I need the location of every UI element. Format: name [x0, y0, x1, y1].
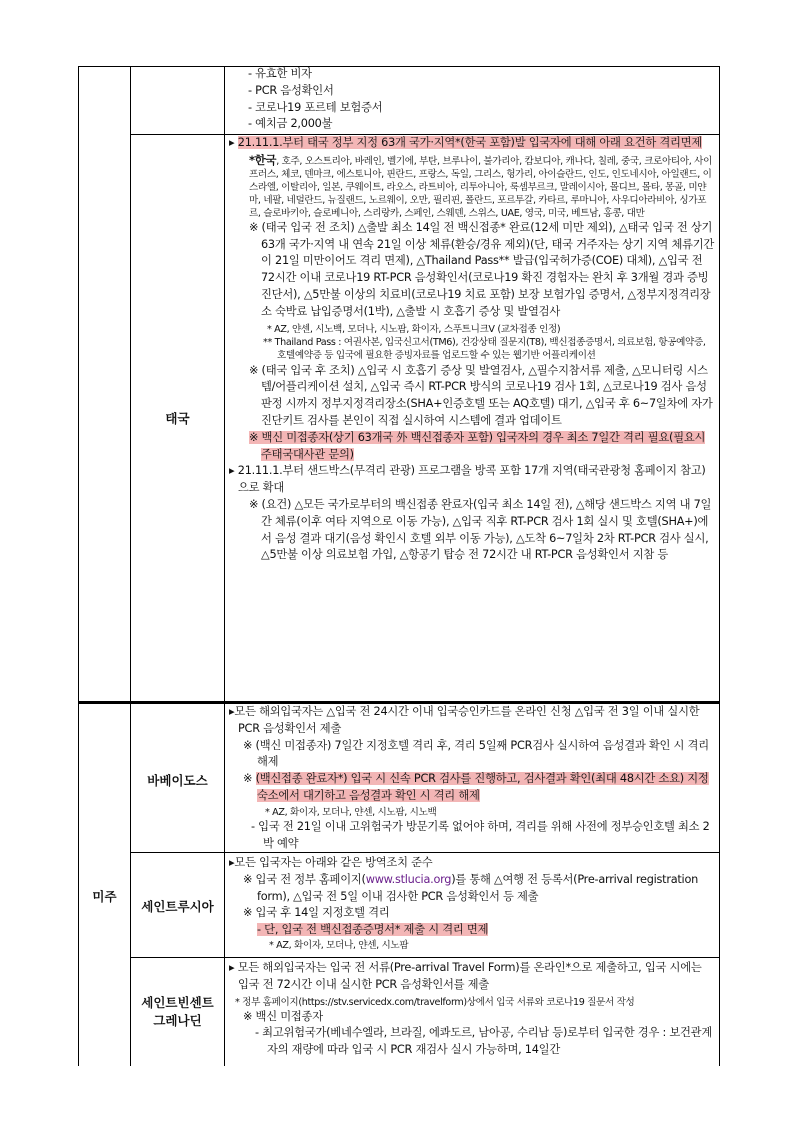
top-line: - 유효한 비자	[248, 67, 312, 80]
thailand-note-2: ** Thailand Pass : 여권사본, 입국신고서(TM6), 건강상태 질문지(T8), 백신접종증명서, 의료보험, 항공예약증, 호텔예약증 등 입국에 필요한 증빙자료를 업로드할 수 있는 웹기반 어플리케이션	[263, 336, 706, 361]
thailand-unvaccinated-text: ※ 백신 미접종자(상기 63개국 外 백신접종자 포함) 입국자의 경우 최소 7일간 격리 필요(필요시 주태국대사관 문의)	[249, 430, 706, 461]
stlucia-vaccines: * AZ, 화이자, 모더나, 얀센, 시노팜	[269, 939, 409, 951]
stvincent-bullet-1-text: 모든 해외입국자는 입국 전 서류(Pre-arrival Travel Form)를 온라인*으로 제출하고, 입국 시에는 입국 전 72시간 이내 실시한 PCR 음성확인서를 제출	[237, 961, 702, 991]
barbados-note-1: ※ (백신 미접종자) 7일간 지정호텔 격리 후, 격리 5일째 PCR검사 실시하여 음성결과 확인 시 격리 해제	[243, 738, 709, 769]
stvincent-note-2: ※ 백신 미접종자	[243, 1009, 323, 1023]
country-thailand: 태국	[165, 411, 190, 426]
stlucia-note-1-b: )를 통해 △여행 전 등록서(Pre-arrival registration form), △입국 전 5일 이내 검사한 PCR 음성확인서 등 제출	[257, 872, 699, 903]
st-vincent-name-line-1: 세인트빈센트	[141, 995, 214, 1010]
top-line: - PCR 음성확인서	[248, 83, 334, 97]
stvincent-note-3: - 최고위험국가(베네수엘라, 브라질, 에콰도르, 남아공, 수리남 등)로부터 입국한 경우 : 보건관계자의 재량에 따라 입국 시 PCR 재검사 실시 가능하며, 14일간	[255, 1026, 712, 1057]
thailand-unvaccinated	[229, 430, 715, 464]
barbados-bullet-1: ▸모든 해외입국자는 △입국 전 24시간 이내 입국승인카드를 온라인 신청 △입국 전 3일 이내 실시한 PCR 음성확인서 제출	[229, 705, 700, 735]
country-st-vincent	[131, 994, 224, 1030]
stlucia-note-1	[229, 872, 715, 906]
thailand-bullet-1-text: 21.11.1.부터 태국 정부 지정 63개 국가·지역*(한국 포함)발 입국자에 대해 아래 요건하 격리면제	[237, 136, 703, 149]
barbados-note-4: - 입국 전 21일 이내 고위험국가 방문기록 없어야 하며, 격리를 위해 사전에 정부승인호텔 최소 2박 예약	[251, 819, 710, 850]
stlucia-note-2: ※ 입국 후 14일 지정호텔 격리	[243, 906, 390, 920]
thailand-note-1: * AZ, 얀센, 시노백, 모더나, 시노팜, 화이자, 스푸트니크V (교차접종 인정)	[267, 323, 561, 335]
top-requirements	[248, 66, 708, 133]
barbados-content	[229, 704, 715, 852]
stlucia-note-3	[229, 922, 715, 939]
thailand-post-entry: ※ (태국 입국 후 조치) △입국 시 호흡기 증상 및 발열검사, △필수지참서류 제출, △모니터링 시스템/어플리케이션 설치, △입국 즉시 RT-PCR 방식의 코로나19 검사 1회, △코로나19 검사 음성판정 시까지 정부지정격리장소(SHA+인증호텔 또는 AQ호텔) 대기, △입국 후 6~7일차에 자가진단키트 검사를 본인이 직접 실시하여 시스템에 결과 업데이트	[249, 363, 713, 427]
thailand-sandbox-requirements: ※ (요건) △모든 국가로부터의 백신접종 완료자(입국 최소 14일 전), △해당 샌드박스 지역 내 7일간 체류(이후 여타 지역으로 이동 가능), △입국 직후 RT-PCR 검사 1회 실시 및 호텔(SHA+)에서 음성 결과 대기(음성 확인시 호텔 외부 이동 가능), △도착 6~7일차 2차 RT-PCR 검사 실시, △5만불 이상 의료보험 가입, △항공기 탑승 전 72시간 내 RT-PCR 음성확인서 지참 등	[249, 497, 712, 562]
barbados-note-2-text: (백신접종 완료자*) 입국 시 신속 PCR 검사를 진행하고, 검사결과 확인(최대 48시간 소요) 지정숙소에서 대기하고 음성결과 확인 시 격리 해제	[255, 772, 709, 802]
barbados-note-2	[229, 771, 715, 805]
thailand-bullet-2: ▸ 21.11.1.부터 샌드박스(무격리 관광) 프로그램을 방콕 포함 17개 지역(태국관광청 홈페이지 참고)으로 확대	[229, 464, 706, 495]
top-line: - 예치금 2,000불	[248, 117, 333, 131]
region-americas: 미주	[92, 889, 117, 904]
thailand-content	[229, 135, 715, 564]
barbados-note-2-prefix: ※	[243, 772, 256, 786]
thailand-bullet-1: ▸ 21.11.1.부터 태국 정부 지정 63개 국가·지역*(한국 포함)발 입국자에 대해 아래 요건하 격리면제	[229, 136, 703, 149]
stlucia-bullet-1: ▸모든 입국자는 아래와 같은 방역조치 준수	[229, 856, 433, 869]
thailand-country-list	[229, 154, 715, 220]
stlucia-website-link[interactable]: www.stlucia.org	[365, 872, 452, 886]
top-line: - 코로나19 포르테 보험증서	[248, 100, 383, 114]
country-barbados: 바베이도스	[147, 773, 208, 788]
st-vincent-name-line-2: 그레나딘	[153, 1013, 202, 1028]
thailand-bullet-2-text: 21.11.1.부터 샌드박스(무격리 관광) 프로그램을 방콕 포함 17개 지역(태국관광청 홈페이지 참고)으로 확대	[237, 464, 706, 495]
stvincent-bullet-1: ▸ 모든 해외입국자는 입국 전 서류(Pre-arrival Travel Form)를 온라인*으로 제출하고, 입국 시에는 입국 전 72시간 이내 실시한 PCR 음성확인서를 제출	[229, 961, 702, 991]
stvincent-content	[229, 960, 715, 1059]
country-list-head: *한국	[249, 152, 277, 167]
stvincent-note-1: * 정부 홈페이지(https://stv.servicedx.com/travelform)상에서 입국 서류와 코로나19 질문서 작성	[235, 996, 635, 1008]
thailand-pre-entry: ※ (태국 입국 전 조치) △출발 최소 14일 전 백신접종* 완료(12세 미만 제외), △태국 입국 전 상기 63개 국가·지역 내 연속 21일 이상 체류(환승/경유 제외)(단, 태국 거주자는 상기 지역 체류기간이 21일 미만이어도 격리 면제), △Thailand Pass** 발급(입국허가증(COE) 대체), △입국 전 72시간 이내 코로나19 RT-PCR 음성확인서(코로나19 확진 경험자는 완치 후 3개월 경과 증빙 진단서), △5만불 이상의 치료비(코로나19 치료 포함) 보장 보험가입 증명서, △정부지정격리장소 숙박료 납입증명서(1박), △출발 시 호흡기 증상 및 발열검사	[249, 220, 715, 318]
country-list-body: , 호주, 오스트리아, 바레인, 벨기에, 부탄, 브루나이, 불가리아, 캄보디아, 캐나다, 칠레, 중국, 크로아티아, 사이프러스, 체코, 덴마크, 에스토니아, 핀란드, 프랑스, 독일, 그리스, 헝가리, 아이슬란드, 인도, 인도네시아, 아일랜드, 이스라엘, 이탈리아, 일본, 쿠웨이트, 라오스, 라트비아, 리투아니아, 룩셈부르크, 말레이시아, 몰디브, 몰타, 몽골, 미얀마, 네팔, 네덜란드, 뉴질랜드, 노르웨이, 오만, 필리핀, 폴란드, 포르투갈, 카타르, 루마니아, 사우디아라비아, 싱가포르, 슬로바키아, 슬로베니아, 스리랑카, 스페인, 스웨덴, 스위스, UAE, 영국, 미국, 베트남, 홍콩, 대만	[249, 155, 712, 219]
stlucia-content	[229, 855, 715, 952]
barbados-vaccines: * AZ, 화이자, 모더나, 얀센, 시노팜, 시노백	[265, 806, 437, 818]
country-st-lucia: 세인트루시아	[141, 899, 214, 914]
stlucia-note-3-text: - 단, 입국 전 백신접종증명서* 제출 시 격리 면제	[257, 923, 489, 937]
stlucia-note-1-a: ※ 입국 전 정부 홈페이지(	[243, 872, 366, 886]
stlucia-bullet-1-text: 모든 입국자는 아래와 같은 방역조치 준수	[234, 856, 433, 869]
barbados-bullet-1-text: 모든 해외입국자는 △입국 전 24시간 이내 입국승인카드를 온라인 신청 △입국 전 3일 이내 실시한 PCR 음성확인서 제출	[234, 705, 700, 735]
